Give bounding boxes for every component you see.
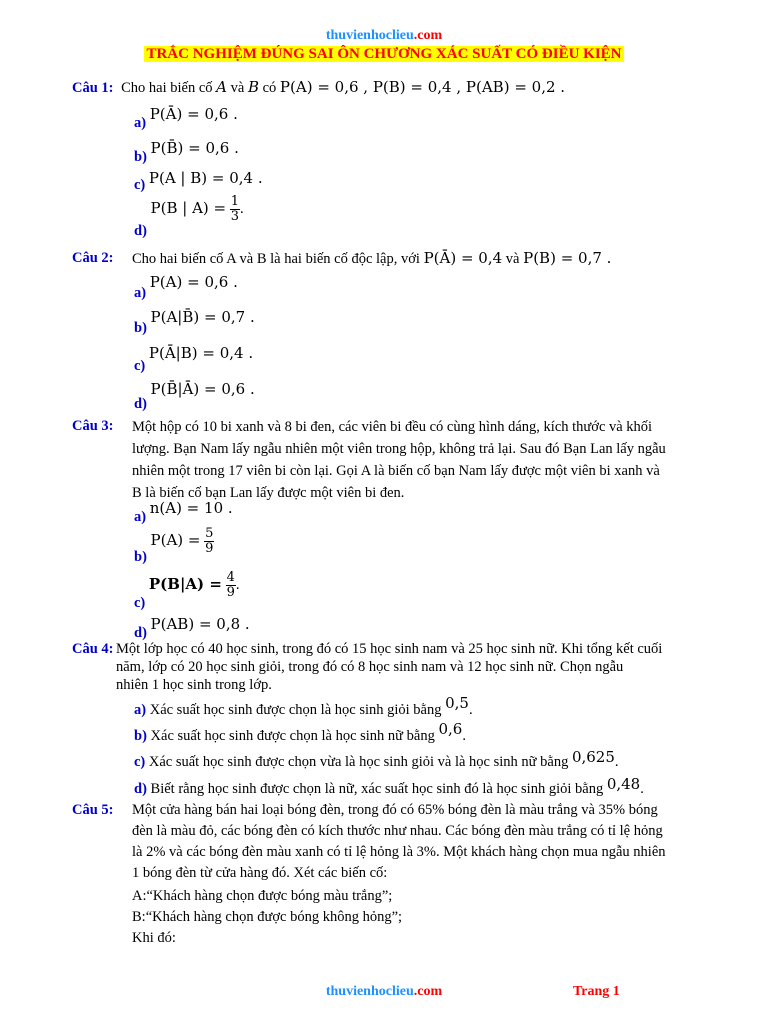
question-text: Cho hai biến cố A và B có P(A) = 0,6 , P(B) = 0,4 , P(AB) = 0,2 .: [121, 78, 566, 96]
question-label: Câu 4:: [72, 641, 114, 657]
option-text: Xác suất học sinh được chọn là học sinh giỏi bằng: [149, 702, 442, 718]
option-label: c): [134, 358, 146, 374]
question-3: [72, 416, 696, 500]
option-label: c): [134, 594, 146, 611]
option-expr: P(A) =: [150, 530, 201, 549]
footer-site: [0, 984, 768, 1000]
option-expr: P(Ā) = 0,6 .: [149, 105, 238, 123]
site-name: thuvienhoclieu: [325, 28, 414, 43]
option-3c: c) P(B|A) = $\frac{4}{9}$ .: [134, 570, 240, 611]
option-expr: P(A|B̄) = 0,7 .: [150, 308, 255, 326]
option-label: a): [134, 285, 147, 301]
option-3b: [134, 526, 214, 565]
option-expr: P(A) = 0,6 .: [149, 273, 238, 291]
option-3a: [134, 498, 233, 525]
site-domain: .com: [413, 28, 443, 43]
question-label: Câu 1:: [72, 80, 114, 96]
option-label: c): [134, 754, 146, 770]
option-4c: c) Xác suất học sinh được chọn vừa là học sinh giỏi và là học sinh nữ bằng 0,625.: [134, 748, 619, 770]
option-label: b): [134, 548, 147, 565]
fraction: $\frac{1}{3}$: [230, 194, 240, 224]
option-text: Xác suất học sinh được chọn vừa là học sinh giỏi và là học sinh nữ bằng: [148, 754, 569, 770]
question-math: P(A) = 0,6 , P(B) = 0,4 , P(AB) = 0,2 .: [279, 78, 566, 96]
question-text: Một lớp học có 40 học sinh, trong đó có 15 học sinh nam và 25 học sinh nữ. Khi tổng kết cuối năm, lớp có 20 học sinh giỏi, trong đó có 8 học sinh nam và 12 học sinh nữ. Chọn ngẫu nhiên 1 học sinh trong lớp.: [116, 641, 663, 693]
question-2: [72, 248, 696, 268]
option-expr: P(B̄) = 0,6 .: [150, 139, 239, 157]
option-value: 0,5: [445, 694, 469, 712]
option-expr: P(AB) = 0,8 .: [150, 615, 250, 633]
option-expr: P(B|A) =: [148, 574, 222, 593]
question-5: [72, 800, 696, 946]
khi-do: Khi đó:: [132, 930, 176, 946]
question-1: [72, 77, 696, 98]
page-title-text: TRẮC NGHIỆM ĐÚNG SAI ÔN CHƯƠNG XÁC SUẤT CÓ ĐIỀU KIỆN: [146, 46, 622, 62]
footer-site-domain: .com: [413, 984, 443, 999]
option-label: b): [134, 149, 147, 165]
option-3d: [134, 614, 250, 641]
option-1b: [134, 138, 239, 165]
option-expr: P(A | B) = 0,4 .: [148, 169, 263, 187]
option-4a: a) Xác suất học sinh được chọn là học sinh giỏi bằng 0,5.: [134, 694, 473, 718]
footer-site-name: thuvienhoclieu: [325, 984, 414, 999]
fraction: $\frac{4}{9}$: [226, 570, 235, 600]
option-2b: [134, 307, 255, 336]
option-1a: [134, 104, 238, 131]
option-expr: n(A) = 10 .: [149, 499, 233, 517]
option-1d: d) P(B | A) = $\frac{1}{3}$ .: [134, 194, 244, 239]
option-label: b): [134, 320, 147, 336]
page-number: Trang 1: [573, 984, 620, 999]
option-label: d): [134, 222, 147, 239]
question-text: Cho hai biến cố A và B là hai biến cố độc lập, với P(Ā) = 0,4 và P(B) = 0,7 .: [132, 249, 612, 267]
option-label: c): [134, 177, 146, 193]
option-label: a): [134, 115, 147, 131]
option-text: Xác suất học sinh được chọn là học sinh nữ bằng: [150, 728, 435, 744]
option-4b: b) Xác suất học sinh được chọn là học sinh nữ bằng 0,6.: [134, 720, 466, 744]
option-expr: P(B | A) =: [150, 198, 227, 217]
option-label: d): [134, 781, 147, 797]
event-b: B:“Khách hàng chọn được bóng không hỏng”;: [132, 909, 403, 925]
question-label: Câu 3:: [72, 418, 114, 434]
option-text: Biết rằng học sinh được chọn là nữ, xác suất học sinh đó là học sinh giỏi bằng: [150, 781, 604, 797]
option-expr: P(B̄|Ā) = 0,6 .: [150, 380, 255, 398]
option-value: 0,6: [438, 720, 463, 738]
site-header: [0, 28, 768, 44]
option-label: a): [134, 509, 147, 525]
option-1c: [134, 168, 263, 193]
question-text: Một cửa hàng bán hai loại bóng đèn, trong đó có 65% bóng đèn là màu trắng và 35% bóng đèn là màu đỏ, các bóng đèn có kích thước như nhau. Các bóng đèn màu trắng có tỉ lệ hỏng là 2% và các bóng đèn màu xanh có tỉ lệ hỏng là 3%. Một khách hàng chọn mua ngẫu nhiên 1 bóng đèn từ cửa hàng đó. Xét các biến cố: A:“Khách hàng chọn được bóng màu trắng”; B:“Khách hàng chọn được bóng không hỏng”; Khi đó:: [132, 800, 696, 949]
option-expr: P(Ā|B) = 0,4 .: [148, 344, 254, 362]
event-a: A:“Khách hàng chọn được bóng màu trắng”;: [132, 888, 393, 904]
question-text: Một hộp có 10 bi xanh và 8 bi đen, các viên bi đều có cùng hình dáng, kích thước và khối lượng. Bạn Nam lấy ngẫu nhiên một viên trong hộp, không trả lại. Sau đó Bạn Lan lấy ngẫu nhiên một trong 17 viên bi còn lại. Gọi A là biến cố bạn Nam lấy được một viên bi xanh và B là biến cố bạn Lan lấy được một viên bi đen.: [132, 419, 666, 501]
option-2a: [134, 272, 238, 301]
option-label: b): [134, 728, 147, 744]
option-2d: [134, 379, 255, 412]
question-label: Câu 5:: [72, 802, 114, 818]
option-label: d): [134, 396, 147, 412]
option-value: 0,625: [571, 748, 615, 766]
option-2c: [134, 343, 254, 374]
option-label: d): [134, 625, 147, 641]
option-value: 0,48: [606, 775, 641, 793]
question-4: [72, 640, 696, 693]
option-4d: d) Biết rằng học sinh được chọn là nữ, xác suất học sinh đó là học sinh giỏi bằng 0,48.: [134, 775, 644, 797]
fraction: $\frac{5}{9}$: [205, 526, 214, 556]
question-label: Câu 2:: [72, 250, 114, 266]
option-label: a): [134, 702, 147, 718]
page-title: [0, 45, 768, 63]
